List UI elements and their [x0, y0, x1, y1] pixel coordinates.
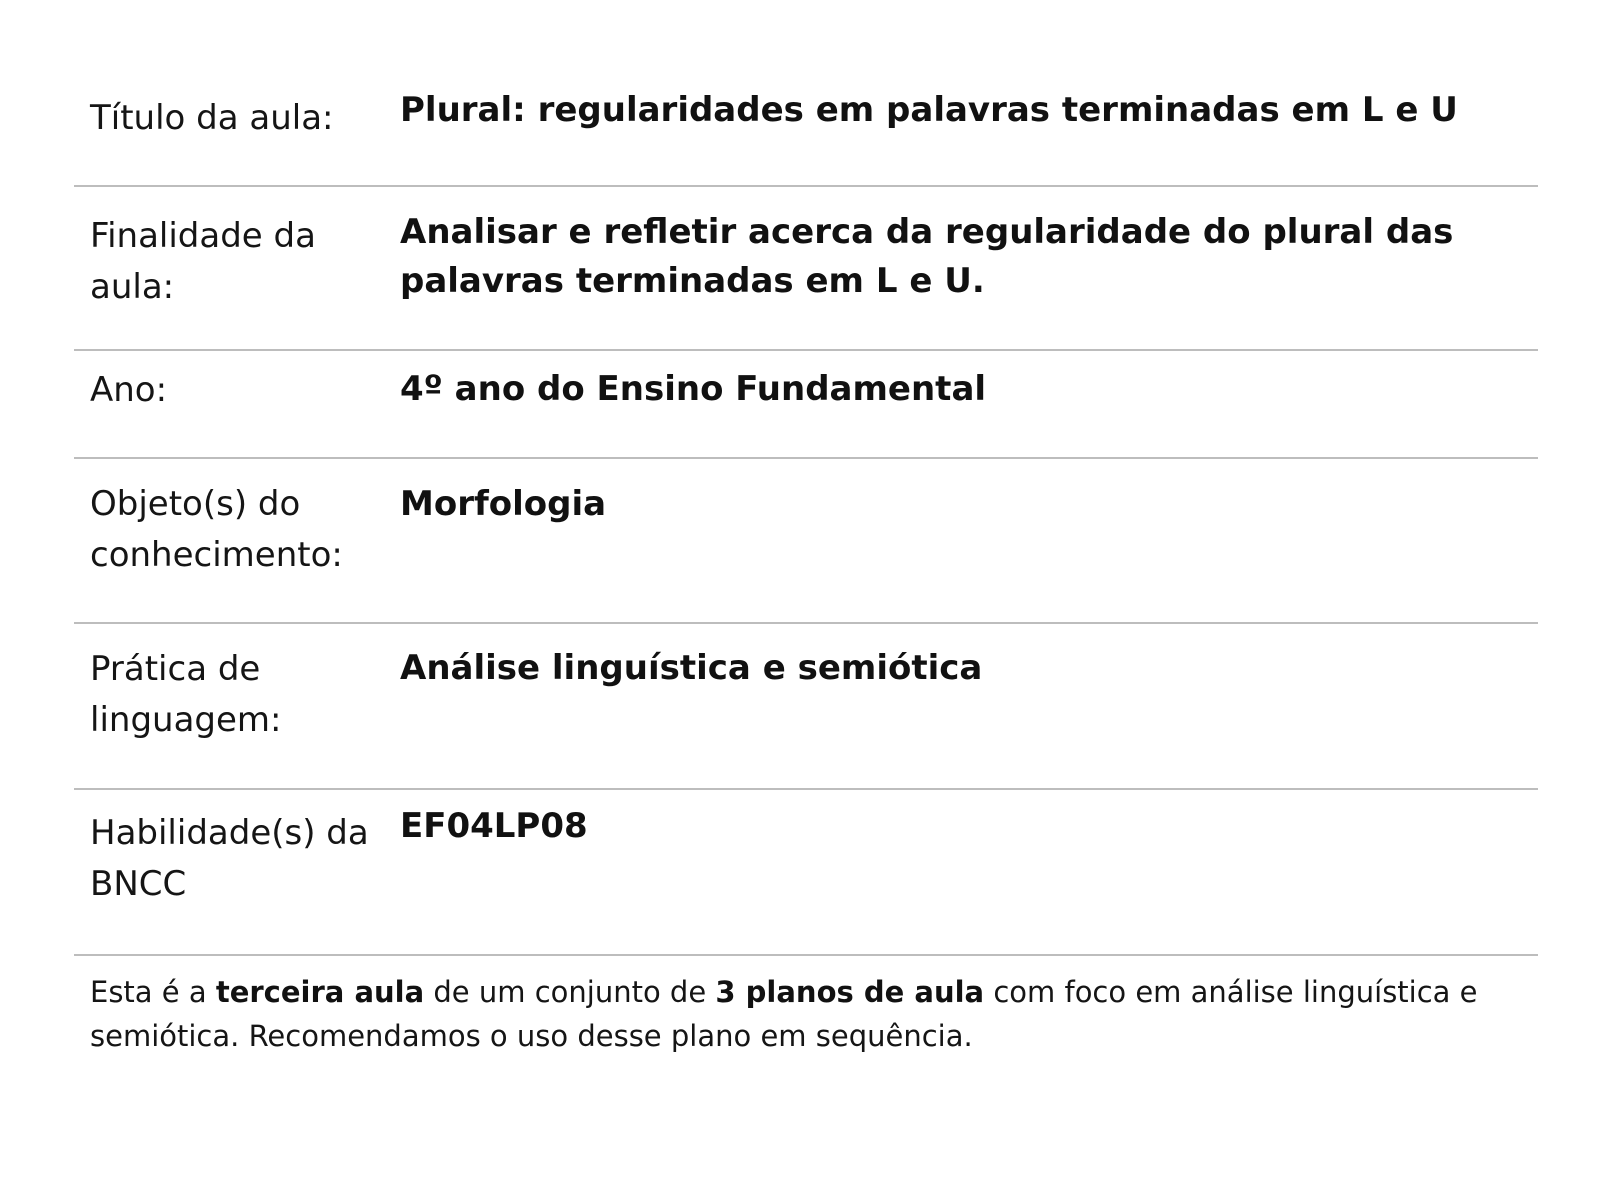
row-label: Objeto(s) do conhecimento: [90, 484, 343, 575]
row-year [74, 351, 1538, 459]
note-text: de um conjunto de [424, 975, 716, 1009]
sequence-note [74, 956, 1538, 1058]
row-knowledge-objects [74, 459, 1538, 624]
row-lesson-title [74, 70, 1538, 187]
row-label: Prática de linguagem: [90, 649, 282, 740]
note-bold-text: 3 planos de aula [715, 975, 985, 1009]
row-value: Analisar e refletir acerca da regularidade do plural das palavras terminadas em L e U. [400, 212, 1454, 301]
row-label: Habilidade(s) da BNCC [90, 813, 369, 904]
note-text: com foco em análise linguística e semiótica. Recomendamos o uso desse plano em sequência. [90, 975, 1478, 1053]
row-label: Título da aula: [90, 98, 334, 138]
row-value: Análise linguística e semiótica [400, 648, 983, 688]
row-lesson-purpose [74, 187, 1538, 351]
row-value: Morfologia [400, 484, 607, 524]
note-text: Esta é a [90, 975, 216, 1009]
row-value: 4º ano do Ensino Fundamental [400, 369, 987, 409]
row-label: Ano: [90, 370, 168, 410]
row-bncc-skills [74, 790, 1538, 956]
row-value: EF04LP08 [400, 806, 588, 846]
lesson-plan-table [74, 70, 1538, 1058]
note-bold-text: terceira aula [215, 975, 425, 1009]
row-value: Plural: regularidades em palavras terminadas em L e U [400, 90, 1458, 130]
row-label: Finalidade da aula: [90, 216, 316, 307]
row-language-practice [74, 624, 1538, 790]
